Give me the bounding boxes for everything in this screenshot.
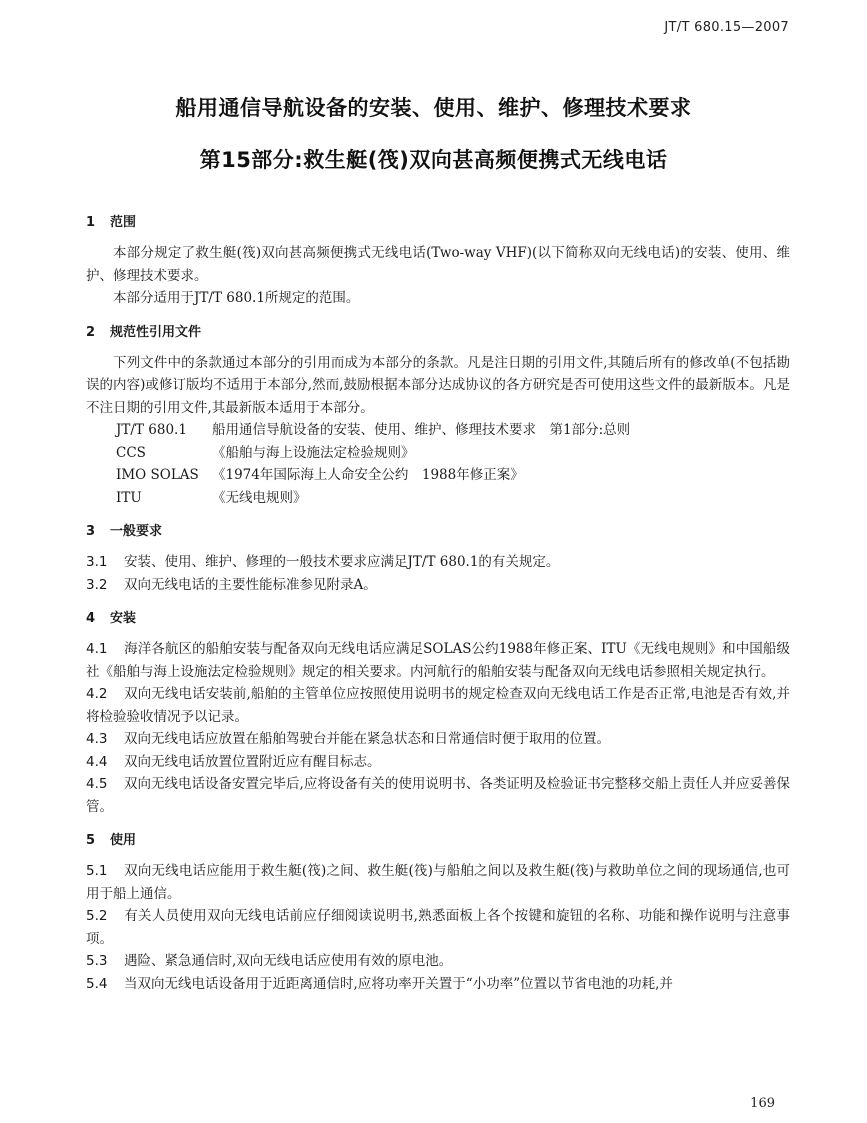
clause-number: 5.2 [86, 908, 108, 924]
clause-number: 4.3 [86, 731, 108, 747]
paragraph: 本部分规定了救生艇(筏)双向甚高频便携式无线电话(Two-way VHF)(以下简称双向无线电话)的安装、使用、维护、修理技术要求。 [86, 245, 790, 284]
clause [86, 574, 790, 597]
section-number: 5 [86, 833, 96, 848]
reference-title: 《1974年国际海上人命安全公约 1988年修正案》 [212, 467, 524, 483]
clause [86, 905, 790, 950]
section-heading-installation [86, 608, 790, 630]
clause-number: 3.1 [86, 554, 108, 570]
section-title: 使用 [110, 833, 137, 848]
reference-title: 《无线电规则》 [212, 489, 307, 506]
clause-number: 5.1 [86, 863, 108, 879]
clause-text: 双向无线电话的主要性能标准参见附录A。 [124, 576, 377, 593]
clause-number: 4.4 [86, 753, 108, 770]
reference-title: 船用通信导航设备的安装、使用、维护、修理技术要求 第1部分:总则 [212, 422, 631, 438]
reference-code: IMO SOLAS [116, 467, 199, 483]
clause [86, 773, 790, 818]
reference-title: 《船舶与海上设施法定检验规则》 [212, 444, 415, 461]
clause-number: 5.4 [86, 975, 108, 992]
clause [86, 751, 790, 774]
clause-text: 有关人员使用双向无线电话前应仔细阅读说明书,熟悉面板上各个按键和旋钮的名称、功能和操作说明与注意事项。 [86, 908, 790, 947]
reference-item [86, 487, 790, 510]
clause-number: 5.3 [86, 953, 108, 969]
reference-code: ITU [116, 489, 142, 506]
clause [86, 683, 790, 728]
document-subtitle: 第15部分:救生艇(筏)双向甚高频便携式无线电话 [199, 148, 668, 172]
clause-number: 4.1 [86, 641, 108, 657]
clause-text: 安装、使用、维护、修理的一般技术要求应满足JT/T 680.1的有关规定。 [124, 554, 560, 570]
section-title: 一般要求 [110, 524, 163, 539]
section-number: 1 [86, 215, 96, 230]
reference-item [86, 464, 790, 487]
clause-text: 双向无线电话设备安置完毕后,应将设备有关的使用说明书、各类证明及检验证书完整移交船上责任人并应妥善保管。 [86, 776, 790, 815]
reference-code: JT/T 680.1 [116, 422, 187, 438]
section-heading-usage [86, 830, 790, 852]
section-number: 2 [86, 324, 96, 340]
clause-text: 当双向无线电话设备用于近距离通信时,应将功率开关置于“小功率”位置以节省电池的功耗,并 [124, 975, 673, 992]
document-title: 船用通信导航设备的安装、使用、维护、修理技术要求 [175, 96, 692, 120]
section-heading-normative-references [86, 322, 790, 344]
clause-number: 4.2 [86, 686, 108, 702]
clause-text: 双向无线电话放置位置附近应有醒目标志。 [124, 753, 381, 770]
section-title: 规范性引用文件 [110, 324, 202, 340]
clause [86, 551, 790, 574]
reference-item [86, 419, 790, 442]
clause [86, 728, 790, 751]
paragraph: 本部分适用于JT/T 680.1所规定的范围。 [113, 290, 360, 306]
document-body [86, 212, 790, 995]
standard-code: JT/T 680.15—2007 [664, 20, 789, 35]
section-number: 3 [86, 524, 96, 539]
clause-number: 3.2 [86, 576, 108, 593]
clause-text: 双向无线电话应能用于救生艇(筏)之间、救生艇(筏)与船舶之间以及救生艇(筏)与救助单位之间的现场通信,也可用于船上通信。 [86, 863, 790, 902]
clause [86, 860, 790, 905]
page-number: 169 [750, 1096, 775, 1111]
reference-item [86, 442, 790, 465]
clause-text: 双向无线电话应放置在船舶驾驶台并能在紧急状态和日常通信时便于取用的位置。 [124, 731, 610, 747]
clause [86, 950, 790, 973]
clause-text: 海洋各航区的船舶安装与配备双向无线电话应满足SOLAS公约1988年修正案、ITU《无线电规则》和中国船级社《船舶与海上设施法定检验规则》规定的相关要求。内河航行的船舶安装与配备双向无线电话参照相关规定执行。 [86, 641, 790, 680]
section-title: 安装 [110, 611, 137, 626]
section-heading-general-requirements [86, 521, 790, 543]
clause-text: 双向无线电话安装前,船舶的主管单位应按照使用说明书的规定检查双向无线电话工作是否正常,电池是否有效,并将检验验收情况予以记录。 [86, 686, 790, 725]
section-heading-scope [86, 212, 790, 234]
clause [86, 638, 790, 683]
clause-number: 4.5 [86, 776, 108, 792]
clause [86, 973, 790, 996]
section-title: 范围 [110, 215, 137, 230]
section-number: 4 [86, 611, 96, 626]
clause-text: 遇险、紧急通信时,双向无线电话应使用有效的原电池。 [124, 953, 453, 969]
paragraph: 下列文件中的条款通过本部分的引用而成为本部分的条款。凡是注日期的引用文件,其随后所有的修改单(不包括勘误的内容)或修订版均不适用于本部分,然而,鼓励根据本部分达成协议的各方研究是否可使用这些文件的最新版本。凡是不注日期的引用文件,其最新版本适用于本部分。 [86, 354, 790, 416]
reference-code: CCS [116, 444, 146, 461]
